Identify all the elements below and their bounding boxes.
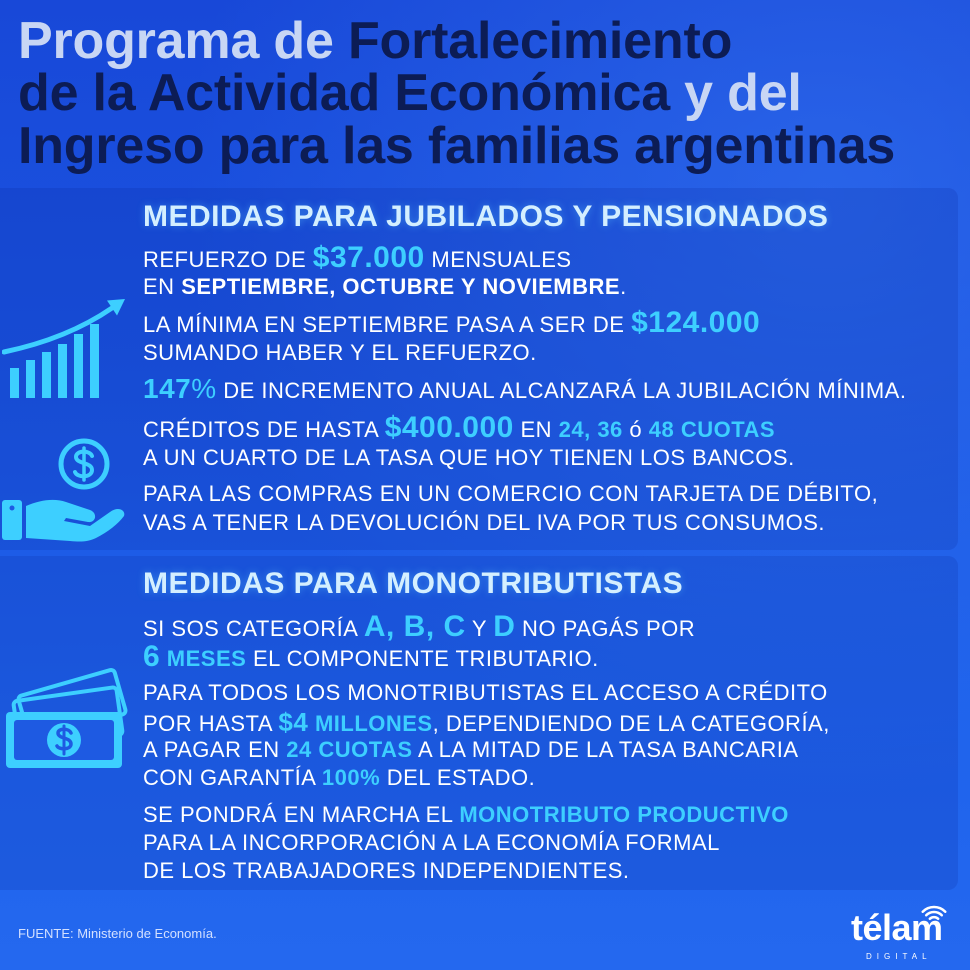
credito-por-hasta: POR HASTA [143,711,279,736]
credito-amount-unit: MILLONES [308,711,433,736]
title-line-2 [18,65,802,121]
telam-logo-subtitle: DIGITAL [866,952,932,961]
categorias-d: D [493,610,516,643]
incremento-line [143,374,906,404]
jubilados-heading: MEDIDAS PARA JUBILADOS Y PENSIONADOS [143,200,829,233]
refuerzo-line-2 [143,272,627,302]
creditos-cuotas-1: 24, 36 [558,417,623,442]
credito-tasa: A LA MITAD DE LA TASA BANCARIA [412,737,799,762]
credito-line-1 [143,678,828,708]
refuerzo-line-1 [143,243,572,273]
iva-text-2: VAS A TENER LA DEVOLUCIÓN DEL IVA POR TUS CONSUMOS. [143,510,826,535]
creditos-line-2 [143,443,795,473]
categorias-abc: A, B, C [363,610,466,643]
credito-garantia-value: 100% [321,765,381,790]
growth-chart-icon [2,292,130,402]
creditos-cuotas-2: 48 CUOTAS [648,417,776,442]
productivo-name: MONOTRIBUTO PRODUCTIVO [459,802,789,827]
categorias-line-2 [143,642,599,672]
banknotes-icon [2,666,128,772]
refuerzo-period: . [620,274,627,299]
minima-text: LA MÍNIMA EN SEPTIEMBRE PASA A SER DE [143,312,632,337]
iva-line-1 [143,479,878,509]
source-note: FUENTE: Ministerio de Economía. [18,926,217,941]
monotributistas-heading: MEDIDAS PARA MONOTRIBUTISTAS [143,567,684,600]
iva-line-2 [143,508,825,538]
categorias-months: MESES [160,646,247,671]
minima-line-1 [143,308,760,338]
iva-text-1: PARA LAS COMPRAS EN UN COMERCIO CON TARJETA DE DÉBITO, [143,481,879,506]
productivo-line-1 [143,800,789,830]
credito-text-1: PARA TODOS LOS MONOTRIBUTISTAS EL ACCESO A CRÉDITO [143,680,828,705]
credito-cuotas: 24 CUOTAS [286,737,413,762]
categorias-line-1 [143,612,695,642]
title-ingreso-familias: Ingreso para las familias argentinas [18,117,896,175]
categorias-componente: EL COMPONENTE TRIBUTARIO. [246,646,599,671]
incremento-text: DE INCREMENTO ANUAL ALCANZARÁ LA JUBILACIÓN MÍNIMA. [216,378,907,403]
refuerzo-text: REFUERZO DE [143,247,313,272]
categorias-months-num: 6 [143,640,161,673]
categorias-text: SI SOS CATEGORÍA [143,616,364,641]
creditos-amount: $400.000 [384,411,514,444]
credito-line-3 [143,735,799,765]
title-fortalecimiento: Fortalecimiento [347,12,733,70]
creditos-en: EN [513,417,559,442]
refuerzo-mensuales: MENSUALES [424,247,572,272]
title-programa-de: Programa de [18,12,348,70]
productivo-trabajadores: DE LOS TRABAJADORES INDEPENDIENTES. [143,858,630,883]
productivo-line-3 [143,856,630,886]
minima-amount: $124.000 [631,306,761,339]
title-actividad-economica: de la Actividad Económica [18,64,670,122]
productivo-text: SE PONDRÁ EN MARCHA EL [143,802,460,827]
credito-dependiendo: , DEPENDIENDO DE LA CATEGORÍA, [432,711,830,736]
credito-garantia-text: CON GARANTÍA [143,765,322,790]
categorias-y: Y [465,616,494,641]
categorias-no-pagas: NO PAGÁS POR [515,616,696,641]
title-line-1 [18,13,732,69]
creditos-text: CRÉDITOS DE HASTA [143,417,385,442]
creditos-tasa: A UN CUARTO DE LA TASA QUE HOY TIENEN LOS BANCOS. [143,445,795,470]
credito-a-pagar: A PAGAR EN [143,737,287,762]
title-line-3 [18,118,895,174]
refuerzo-amount: $37.000 [312,241,425,274]
productivo-incorporacion: PARA LA INCORPORACIÓN A LA ECONOMÍA FORMAL [143,830,720,855]
credito-amount: $4 [278,707,309,737]
wifi-icon [919,900,949,924]
credito-line-2 [143,707,830,737]
minima-sumando: SUMANDO HABER Y EL REFUERZO. [143,340,537,365]
credito-del-estado: DEL ESTADO. [380,765,536,790]
telam-logo: télam [851,907,943,948]
incremento-unit: % [191,373,217,404]
minima-line-2 [143,338,537,368]
credito-line-4 [143,763,535,793]
incremento-value: 147 [143,373,192,404]
coin-hand-icon [0,428,130,546]
productivo-line-2 [143,828,720,858]
creditos-or: ó [622,417,649,442]
refuerzo-en: EN [143,274,182,299]
creditos-line-1 [143,413,775,443]
refuerzo-months: SEPTIEMBRE, OCTUBRE Y NOVIEMBRE [181,274,621,299]
title-y-del: y del [669,64,802,122]
